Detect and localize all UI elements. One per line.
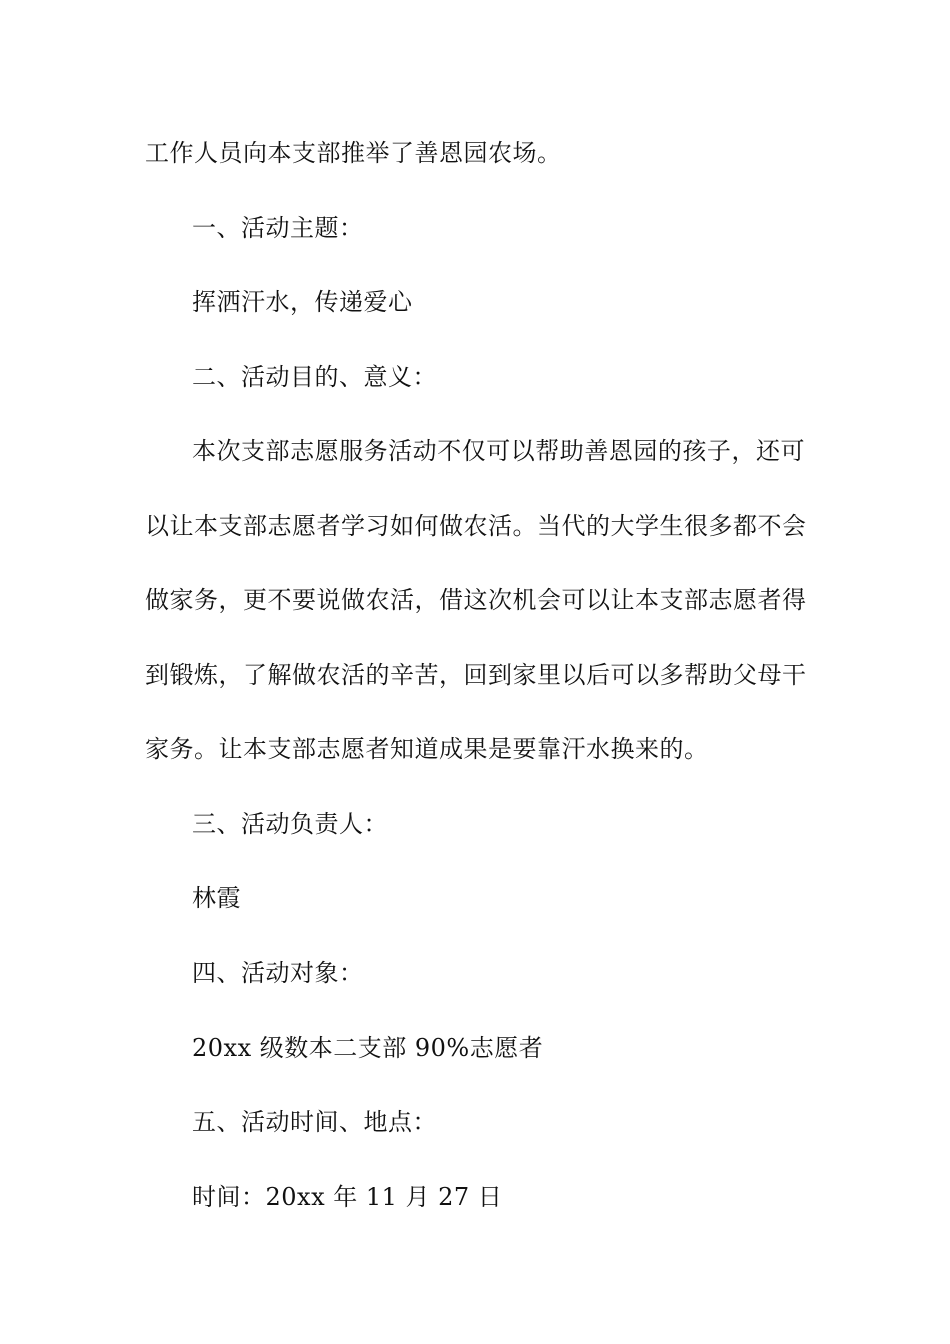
purpose-paragraph-line-2: 以让本支部志愿者学习如何做农活。当代的大学生很多都不会 — [145, 512, 807, 540]
purpose-paragraph-line-1: 本次支部志愿服务活动不仅可以帮助善恩园的孩子，还可 — [192, 437, 805, 465]
theme-text: 挥洒汗水，传递爱心 — [192, 288, 413, 316]
section-heading-time-place: 五、活动时间、地点： — [192, 1108, 437, 1136]
purpose-paragraph-line-3: 做家务，更不要说做农活，借这次机会可以让本支部志愿者得 — [145, 586, 807, 614]
section-heading-leader: 三、活动负责人： — [192, 810, 388, 838]
leader-name: 林霞 — [192, 884, 241, 912]
participants-text: 20xx 级数本二支部 90%志愿者 — [192, 1034, 544, 1062]
section-heading-theme: 一、活动主题： — [192, 214, 364, 242]
purpose-paragraph-line-4: 到锻炼，了解做农活的辛苦，回到家里以后可以多帮助父母干 — [145, 661, 807, 689]
section-heading-purpose: 二、活动目的、意义： — [192, 363, 437, 391]
purpose-paragraph-line-5: 家务。让本支部志愿者知道成果是要靠汗水换来的。 — [145, 735, 709, 763]
section-heading-participants: 四、活动对象： — [192, 959, 364, 987]
paragraph-continuation: 工作人员向本支部推举了善恩园农场。 — [145, 139, 562, 167]
activity-time: 时间：20xx 年 11 月 27 日 — [192, 1183, 503, 1211]
